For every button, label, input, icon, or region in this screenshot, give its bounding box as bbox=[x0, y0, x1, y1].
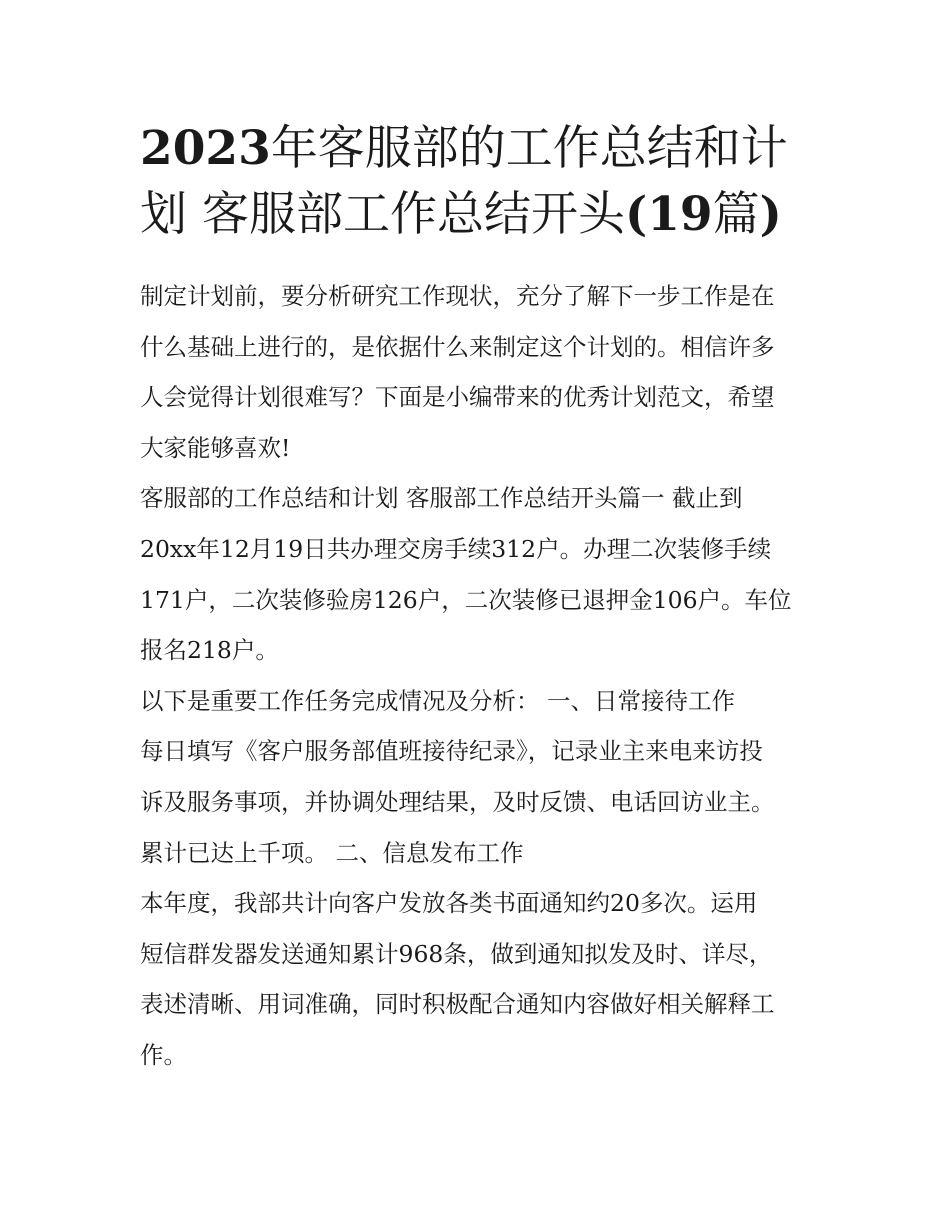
title-text-segment: 年客服部的工作总结和计 bbox=[270, 121, 788, 176]
document-content bbox=[140, 116, 812, 1081]
paragraph-line: 累计已达上千项。 二、信息发布工作 bbox=[140, 838, 524, 867]
paragraph-line: 作。 bbox=[140, 1040, 187, 1069]
paragraph-line: 20xx年12月19日共办理交房手续312户。办理二次装修手续 bbox=[140, 534, 772, 563]
paragraph-line: 人会觉得计划很难写？下面是小编带来的优秀计划范文，希望 bbox=[140, 383, 775, 412]
paragraph-tasks-heading bbox=[140, 676, 812, 727]
title-bold-segment: ) bbox=[759, 187, 782, 242]
title-bold-segment: 2023 bbox=[140, 121, 271, 176]
paragraph-line: 大家能够喜欢! bbox=[140, 433, 291, 462]
paragraph-line: 什么基础上进行的，是依据什么来制定这个计划的。相信许多 bbox=[140, 332, 775, 361]
paragraph-line: 本年度，我部共计向客户发放各类书面通知约20多次。运用 bbox=[140, 889, 758, 918]
title-line-1 bbox=[140, 116, 812, 182]
title-line-2 bbox=[140, 182, 812, 248]
title-text-segment: 篇 bbox=[712, 187, 760, 242]
paragraph-line: 表述清晰、用词准确，同时积极配合通知内容做好相关解释工 bbox=[140, 990, 775, 1019]
paragraph-line: 每日填写《客户服务部值班接待纪录》，记录业主来电来访投 bbox=[140, 737, 763, 766]
paragraph-line: 诉及服务事项，并协调处理结果，及时反馈、电话回访业主。 bbox=[140, 787, 775, 816]
paragraph-line: 短信群发器发送通知累计968条，做到通知拟发及时、详尽， bbox=[140, 939, 773, 968]
paragraph-line: 制定计划前，要分析研究工作现状，充分了解下一步工作是在 bbox=[140, 282, 775, 310]
paragraph-intro bbox=[140, 271, 812, 473]
paragraph-line: 171户，二次装修验房126户，二次装修已退押金106户。车位 bbox=[140, 585, 792, 614]
document-title bbox=[140, 116, 812, 248]
title-text-segment: 划 客服部工作总结开头 bbox=[140, 187, 625, 242]
paragraph-line: 以下是重要工作任务完成情况及分析： 一、日常接待工作 bbox=[140, 686, 735, 715]
paragraph-notices bbox=[140, 878, 812, 1080]
title-bold-segment: (19 bbox=[624, 187, 713, 242]
paragraph-line: 报名218户。 bbox=[140, 636, 279, 665]
paragraph-reception bbox=[140, 726, 812, 878]
paragraph-summary bbox=[140, 473, 812, 675]
paragraph-line: 客服部的工作总结和计划 客服部工作总结开头篇一 截止到 bbox=[140, 484, 743, 513]
